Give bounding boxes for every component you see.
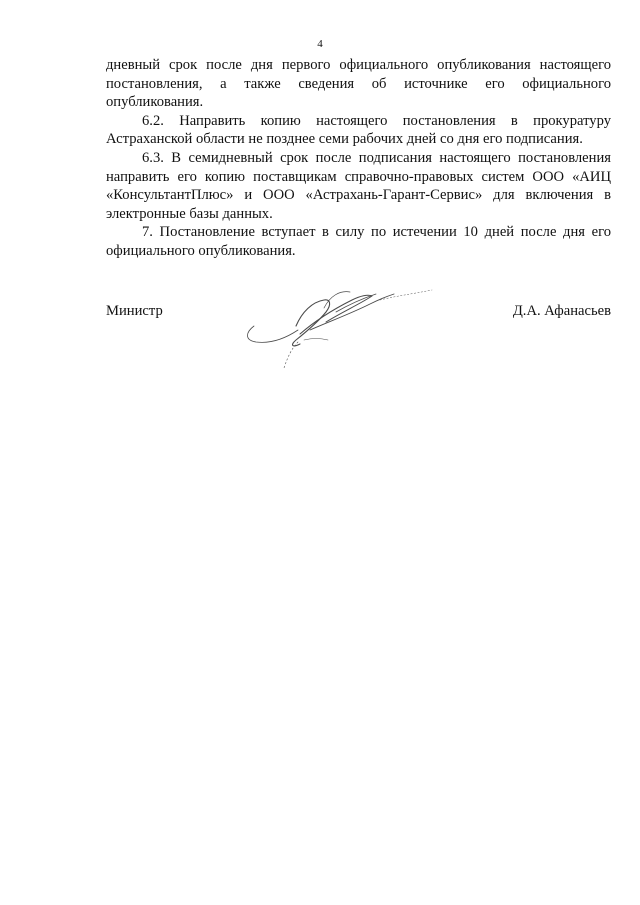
document-body — [106, 56, 611, 261]
paragraph-continuation: дневный срок после дня первого официального опубликования настоящего постановления, а также сведения об источнике его официального опубликования. — [106, 57, 611, 111]
page-number: 4 — [317, 38, 323, 50]
handwritten-signature — [240, 282, 440, 372]
paragraph-6-2: 6.2. Направить копию настоящего постановления в прокуратуру Астраханской области не позднее семи рабочих дней со дня его подписания. — [106, 112, 611, 148]
signatory-title: Министр — [106, 303, 163, 319]
paragraph-7: 7. Постановление вступает в силу по истечении 10 дней после дня его официального опубликования. — [106, 224, 611, 259]
paragraph-6-3: 6.3. В семидневный срок после подписания настоящего постановления направить его копию поставщикам справочно-правовых систем ООО «АИЦ «КонсультантПлюс» и ООО «Астрахань-Гарант-Сервис» для включения в электронные базы данных. — [106, 149, 611, 222]
signatory-name: Д.А. Афанасьев — [512, 303, 611, 319]
